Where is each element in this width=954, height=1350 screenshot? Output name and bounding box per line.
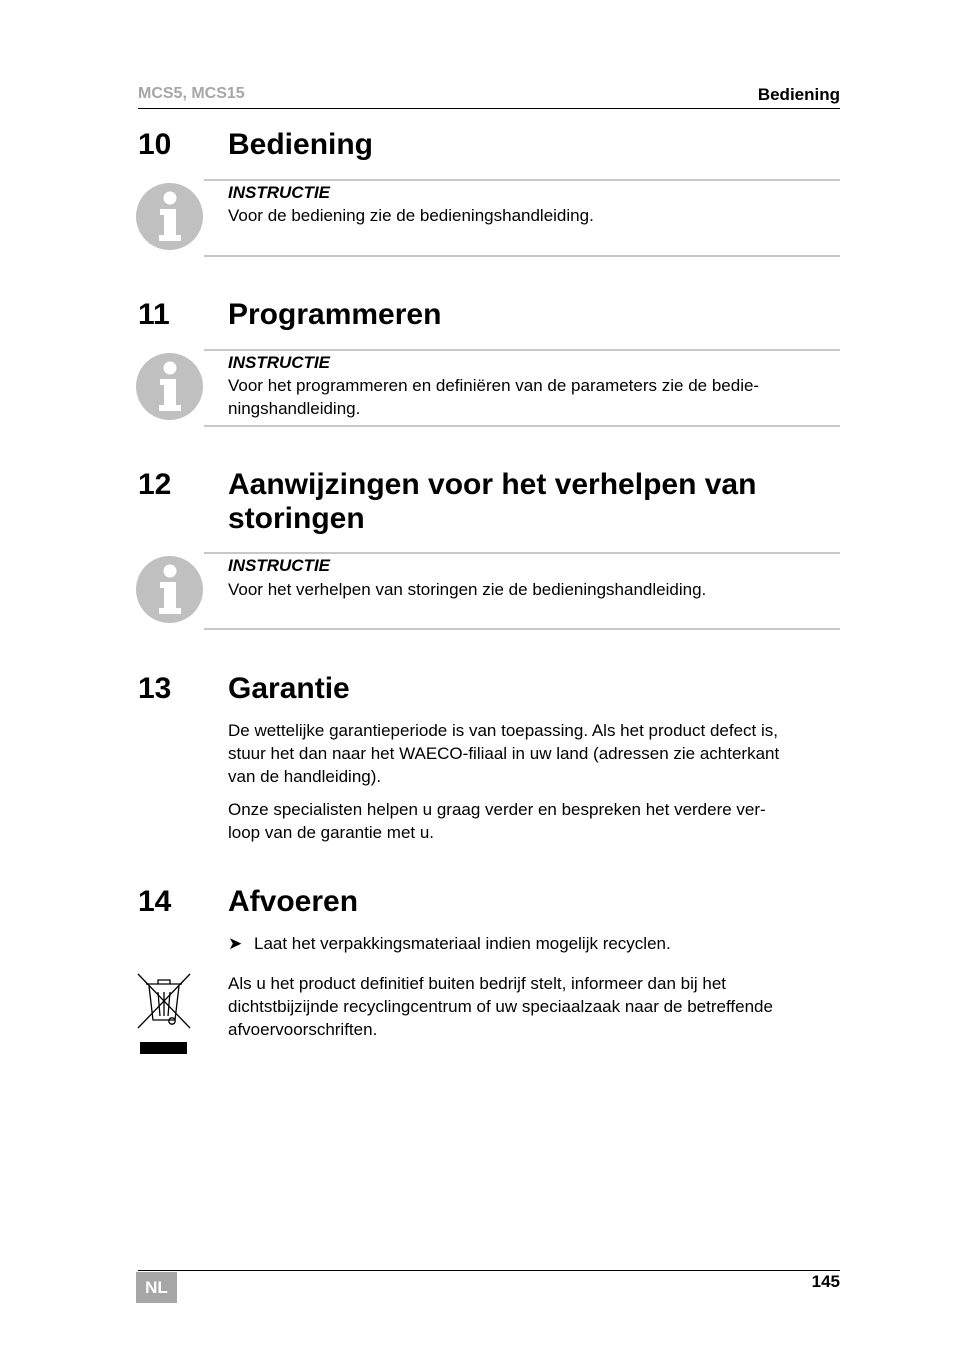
note-text: Voor het verhelpen van storingen zie de bedieningshandleiding.	[228, 580, 707, 599]
note-bottom-rule	[204, 255, 840, 257]
paragraph-line: De wettelijke garantieperiode is van toepassing. Als het product defect is,	[228, 721, 778, 740]
crossed-out-bin-icon	[136, 970, 192, 1056]
note-label: INSTRUCTIE	[228, 556, 330, 575]
section-12-title	[228, 468, 840, 536]
section-12-number: 12	[138, 468, 172, 501]
info-icon	[136, 183, 203, 250]
note-label: INSTRUCTIE	[228, 353, 330, 372]
note-text	[228, 374, 840, 420]
section-14-number: 14	[138, 885, 172, 918]
info-icon	[136, 353, 203, 420]
arrow-bullet-icon: ➤	[228, 934, 243, 953]
language-badge: NL	[136, 1272, 177, 1303]
header-section-name: Bediening	[757, 85, 840, 104]
note-bottom-rule	[204, 628, 840, 630]
paragraph-line: loop van de garantie met u.	[228, 823, 435, 842]
section-13-title: Garantie	[228, 672, 350, 705]
section-10-title: Bediening	[228, 128, 374, 161]
note-top-rule	[204, 179, 840, 181]
instruction-bullet	[228, 932, 671, 955]
note-top-rule	[204, 552, 840, 554]
note-label: INSTRUCTIE	[228, 183, 330, 202]
disposal-paragraph	[228, 972, 840, 1041]
header-divider	[138, 108, 840, 109]
paragraph-line: van de handleiding).	[228, 767, 382, 786]
section-11-title: Programmeren	[228, 298, 442, 331]
footer-divider	[138, 1270, 840, 1271]
note-text-line: ningshandleiding.	[228, 399, 361, 418]
warranty-paragraph-1	[228, 719, 840, 788]
bullet-text: Laat het verpakkingsmateriaal indien mogelijk recyclen.	[254, 934, 671, 953]
info-icon	[136, 556, 203, 623]
paragraph-line: afvoervoorschriften.	[228, 1020, 378, 1039]
section-14-title: Afvoeren	[228, 885, 359, 918]
page-number: 145	[811, 1272, 840, 1291]
section-10-number: 10	[138, 128, 172, 161]
note-top-rule	[204, 349, 840, 351]
note-bottom-rule	[204, 425, 840, 427]
note-text-line: Voor het programmeren en definiëren van de parameters zie de bedie-	[228, 376, 760, 395]
section-12-title-line: Aanwijzingen voor het verhelpen van	[228, 468, 757, 501]
header-model-names: MCS5, MCS15	[138, 85, 245, 102]
paragraph-line: Als u het product definitief buiten bedrijf stelt, informeer dan bij het	[228, 974, 727, 993]
section-13-number: 13	[138, 672, 172, 705]
paragraph-line: Onze specialisten helpen u graag verder en bespreken het verdere ver-	[228, 800, 766, 819]
section-12-title-line: storingen	[228, 502, 365, 535]
paragraph-line: dichtstbijzijnde recyclingcentrum of uw speciaalzaak naar de betreffende	[228, 997, 773, 1016]
note-text: Voor de bediening zie de bedieningshandleiding.	[228, 206, 594, 225]
paragraph-line: stuur het dan naar het WAECO-filiaal in uw land (adressen zie achterkant	[228, 744, 780, 763]
warranty-paragraph-2	[228, 798, 840, 844]
section-11-number: 11	[138, 298, 170, 331]
